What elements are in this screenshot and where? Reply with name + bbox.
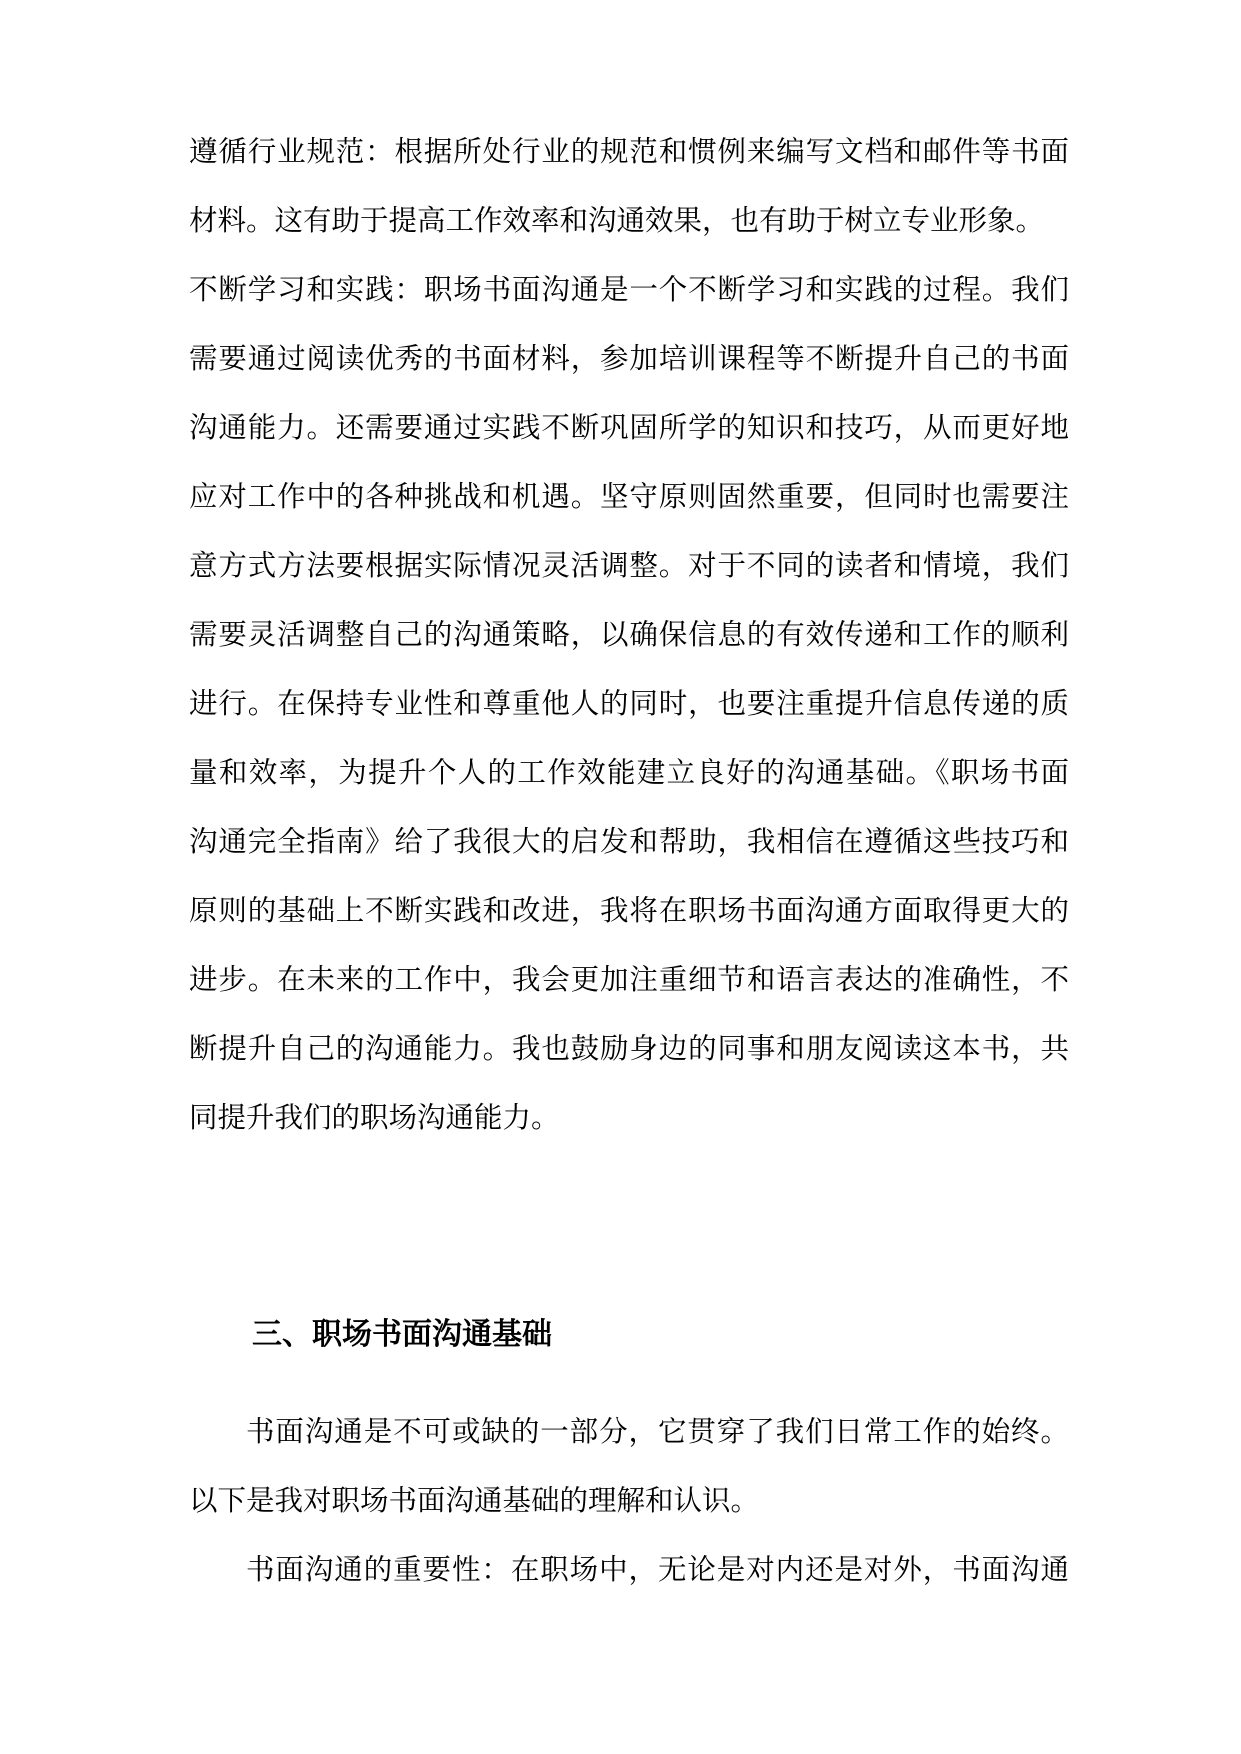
paragraph-2-line-12: 断提升自己的沟通能力。我也鼓励身边的同事和朋友阅读这本书，共 [189, 1032, 1069, 1065]
section-heading: 三、职场书面沟通基础 [252, 1317, 552, 1352]
paragraph-2-line-5: 意方式方法要根据实际情况灵活调整。对于不同的读者和情境，我们 [189, 549, 1069, 582]
paragraph-1-line-1: 遵循行业规范：根据所处行业的规范和惯例来编写文档和邮件等书面 [189, 135, 1069, 168]
paragraph-2-line-4: 应对工作中的各种挑战和机遇。坚守原则固然重要，但同时也需要注 [189, 480, 1069, 513]
paragraph-2-line-13: 同提升我们的职场沟通能力。 [189, 1101, 560, 1134]
paragraph-2-line-11: 进步。在未来的工作中，我会更加注重细节和语言表达的准确性，不 [189, 963, 1069, 996]
paragraph-4-line-1: 书面沟通的重要性：在职场中，无论是对内还是对外，书面沟通 [246, 1553, 1069, 1586]
paragraph-3-line-2: 以下是我对职场书面沟通基础的理解和认识。 [189, 1484, 760, 1517]
paragraph-3-line-1: 书面沟通是不可或缺的一部分，它贯穿了我们日常工作的始终。 [246, 1415, 1069, 1448]
paragraph-2-line-1: 不断学习和实践：职场书面沟通是一个不断学习和实践的过程。我们 [189, 273, 1069, 306]
paragraph-2-line-9: 沟通完全指南》给了我很大的启发和帮助，我相信在遵循这些技巧和 [189, 825, 1069, 858]
paragraph-2-line-6: 需要灵活调整自己的沟通策略，以确保信息的有效传递和工作的顺利 [189, 618, 1069, 651]
paragraph-1-line-2: 材料。这有助于提高工作效率和沟通效果，也有助于树立专业形象。 [189, 204, 1045, 237]
paragraph-2-line-2: 需要通过阅读优秀的书面材料，参加培训课程等不断提升自己的书面 [189, 342, 1069, 375]
paragraph-2-line-7: 进行。在保持专业性和尊重他人的同时，也要注重提升信息传递的质 [189, 687, 1069, 720]
paragraph-2-line-8: 量和效率，为提升个人的工作效能建立良好的沟通基础。《职场书面 [189, 756, 1069, 789]
paragraph-2-line-10: 原则的基础上不断实践和改进，我将在职场书面沟通方面取得更大的 [189, 894, 1069, 927]
paragraph-2-line-3: 沟通能力。还需要通过实践不断巩固所学的知识和技巧，从而更好地 [189, 411, 1069, 444]
